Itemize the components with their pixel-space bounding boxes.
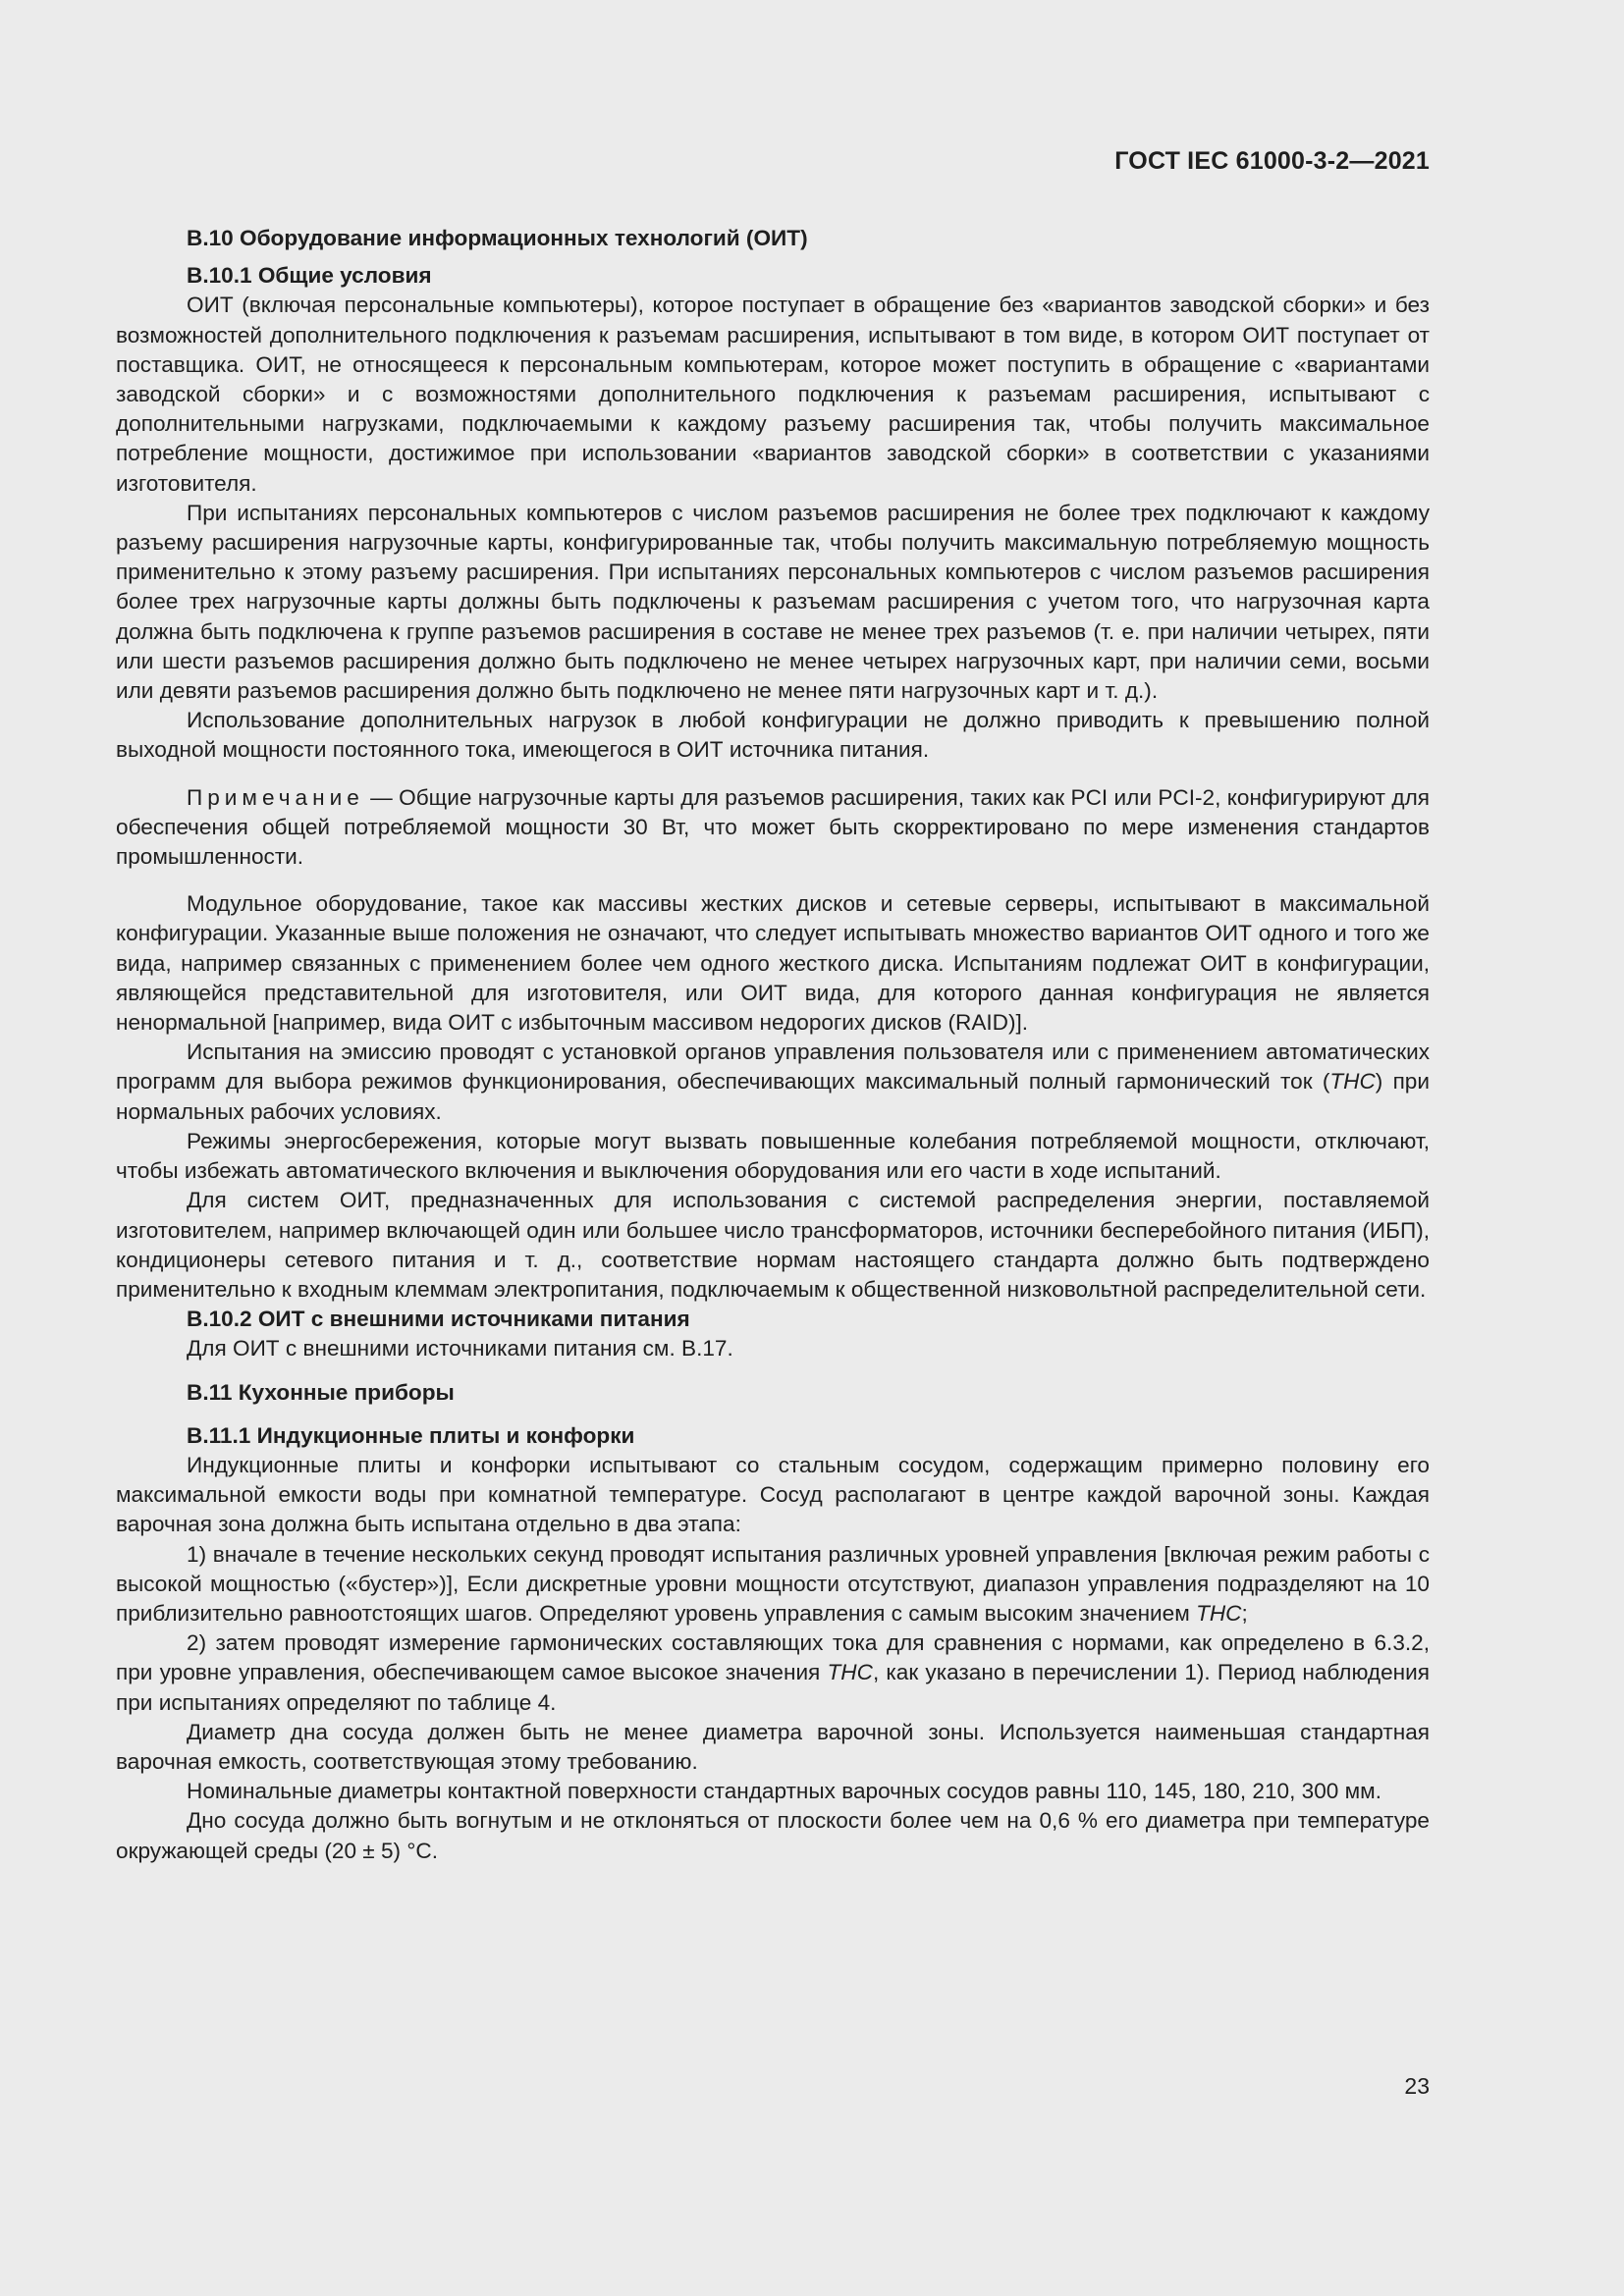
thc-term: THC (1329, 1069, 1376, 1095)
paragraph-text: Испытания на эмиссию проводят с установкой органов управления пользователя или с применением автоматических программ для выбора режимов функционирования, обеспечивающих максимальный полный гармонический ток ( (116, 1040, 1430, 1095)
note-label: Примечание (187, 784, 364, 810)
paragraph: Режимы энергосбережения, которые могут вызвать повышенные колебания потребляемой мощности, отключают, чтобы избежать автоматического включения и выключения оборудования или его части в ходе испытаний. (116, 1128, 1430, 1184)
list-item (116, 1540, 1430, 1629)
paragraph: Диаметр дна сосуда должен быть не менее диаметра варочной зоны. Используется наименьшая стандартная варочная емкость, соответствующая этому требованию. (116, 1719, 1430, 1774)
note-paragraph (116, 783, 1430, 873)
paragraph: Для ОИТ с внешними источниками питания см. B.17. (187, 1336, 733, 1362)
paragraph: Для систем ОИТ, предназначенных для использования с системой распределения энергии, поставляемой изготовителем, например включающей один или большее число трансформаторов, источники бесперебойного питания (ИБП), кондиционеры сетевого питания и т. д., соответствие нормам настоящего стандарта должно быть подтверждено применительно к входным клеммам электропитания, подключаемым к общественной низковольтной распределительной сети. (116, 1188, 1430, 1302)
list-item-text: 2) затем проводят измерение гармонических составляющих тока для сравнения с нормами, как определено в 6.3.2, при уровне управления, обеспечивающем самое высокое значения (116, 1630, 1430, 1685)
thc-term: THC (827, 1660, 873, 1685)
paragraph: Номинальные диаметры контактной поверхности стандартных варочных сосудов равны 110, 145, 180, 210, 300 мм. (187, 1779, 1381, 1804)
paragraph-text: ) при нормальных рабочих условиях. (116, 1069, 1430, 1124)
paragraph: Модульное оборудование, такое как массивы жестких дисков и сетевые серверы, испытывают в максимальной конфигурации. Указанные выше положения не означают, что следует испытывать множество вариантов ОИТ одного и того же вида, например связанных с применением более чем одного жесткого диска. Испытаниям подлежат ОИТ в конфигурации, являющейся представительной для изготовителя, или ОИТ вида, для которого данная конфигурация не является ненормальной [например, вида ОИТ с избыточным массивом недорогих дисков (RAID)]. (116, 891, 1430, 1036)
paragraph: Использование дополнительных нагрузок в любой конфигурации не должно приводить к превышению полной выходной мощности постоянного тока, имеющегося в ОИТ источника питания. (116, 708, 1430, 763)
section-b11-heading: B.11 Кухонные приборы (187, 1379, 455, 1405)
section-b10-1-heading: B.10.1 Общие условия (187, 263, 432, 289)
section-b10-2-heading: B.10.2 ОИТ с внешними источниками питания (187, 1307, 690, 1332)
paragraph: При испытаниях персональных компьютеров с числом разъемов расширения не более трех подключают к каждому разъему расширения нагрузочные карты, конфигурированные так, чтобы получить максимальную потребляемую мощность применительно к этому разъему расширения. При испытаниях персональных компьютеров с числом разъемов расширения более трех нагрузочные карты должны быть подключены к разъемам расширения с учетом того, что нагрузочная карта должна быть подключена к группе разъемов расширения в составе не менее трех разъемов (т. е. при наличии четырех, пяти или шести разъемов расширения должно быть подключено не менее четырех нагрузочных карт, при наличии семи, восьми или девяти разъемов расширения должно быть подключено не менее пяти нагрузочных карт и т. д.). (116, 500, 1430, 704)
thc-term: THC (1196, 1600, 1242, 1626)
paragraph: Дно сосуда должно быть вогнутым и не отклоняться от плоскости более чем на 0,6 % его диаметра при температуре окружающей среды (20 ± 5) °C. (116, 1808, 1430, 1863)
document-body (116, 224, 1430, 1866)
list-item-text: ; (1241, 1600, 1248, 1626)
note-text: — Общие нагрузочные карты для разъемов расширения, таких как PCI или PCI-2, конфигурируют для обеспечения общей потребляемой мощности 30 Вт, что может быть скорректировано по мере изменения стандартов промышленности. (116, 784, 1430, 870)
list-item-text: , как указано в перечислении 1). Период наблюдения при испытаниях определяют по таблице 4. (116, 1660, 1430, 1715)
document-standard-id: ГОСТ IEC 61000-3-2—2021 (1114, 147, 1430, 175)
section-b10-heading: B.10 Оборудование информационных технологий (ОИТ) (187, 226, 808, 250)
page-number: 23 (1404, 2073, 1430, 2099)
paragraph: Индукционные плиты и конфорки испытывают со стальным сосудом, содержащим примерно половину его максимальной емкости воды при комнатной температуре. Сосуд располагают в центре каждой варочной зоны. Каждая варочная зона должна быть испытана отдельно в два этапа: (116, 1452, 1430, 1537)
paragraph: ОИТ (включая персональные компьютеры), которое поступает в обращение без «вариантов заводской сборки» и без возможностей дополнительного подключения к разъемам расширения, испытывают в том виде, в котором ОИТ поступает от поставщика. ОИТ, не относящееся к персональным компьютерам, которое может поступить в обращение с «вариантами заводской сборки» и с возможностями дополнительного подключения к разъемам расширения, испытывают с дополнительными нагрузками, подключаемыми к каждому разъему расширения так, чтобы получить максимальное потребление мощности, достижимое при использовании «вариантов заводской сборки» в соответствии с указаниями изготовителя. (116, 293, 1430, 496)
paragraph (116, 1038, 1430, 1127)
list-item-text: 1) вначале в течение нескольких секунд проводят испытания различных уровней управления [включая режим работы с высокой мощностью («бустер»)], Если дискретные уровни мощности отсутствуют, диапазон управления подразделяют на 10 приблизительно равноотстоящих шагов. Определяют уровень управления с самым высоким значением (116, 1541, 1430, 1626)
section-b11-1-heading: B.11.1 Индукционные плиты и конфорки (187, 1422, 635, 1448)
list-item (116, 1629, 1430, 1718)
